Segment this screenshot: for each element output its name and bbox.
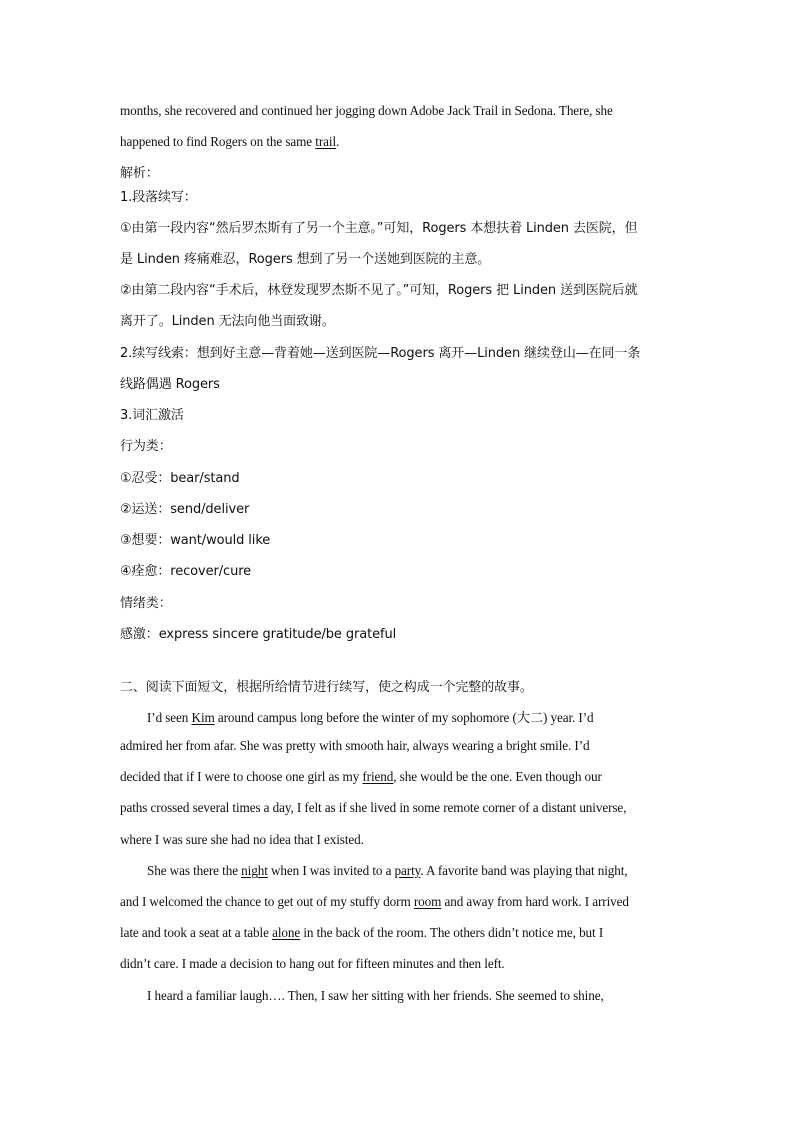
underlined-word: trail [315, 134, 337, 149]
vocab-5: 感激：express sincere gratitude/be grateful [120, 627, 397, 642]
category-action: 行为类： [120, 439, 172, 454]
story-text: late and took a seat at a table [120, 925, 273, 940]
story-p1-line-5: where I was sure she had no idea that I existed. [120, 832, 364, 847]
story-p1-line-3 [120, 769, 602, 785]
story-text: around campus long before the winter of my sophomore (大二) year. I’d [214, 710, 594, 725]
story-p2-line-1 [147, 863, 628, 879]
point-2-line-2: 离开了。Linden 无法向他当面致谢。 [120, 314, 335, 329]
story-p1-line-4: paths crossed several times a day, I felt as if she lived in some remote corner of a distant universe, [120, 800, 627, 815]
story-text: and away from hard work. I arrived [441, 894, 629, 909]
clue-line-2: 线路偶遇 Rogers [120, 377, 220, 392]
point-2-line-1: ②由第二段内容“手术后，林登发现罗杰斯不见了。”可知，Rogers 把 Linden 送到医院后就 [120, 283, 638, 298]
underlined-word: party [394, 863, 421, 878]
point-1-line-2: 是 Linden 疼痛难忍，Rogers 想到了另一个送她到医院的主意。 [120, 252, 491, 267]
story-text: decided that if I were to choose one girl as my [120, 769, 363, 784]
story-text: when I was invited to a [267, 863, 395, 878]
underlined-word: room [413, 894, 442, 909]
story-p2-line-4: didn’t care. I made a decision to hang out for fifteen minutes and then left. [120, 956, 505, 971]
intro-text: . [336, 134, 340, 149]
story-text: . A favorite band was playing that night, [420, 863, 628, 878]
story-text: She was there the [147, 863, 242, 878]
story-text: in the back of the room. The others didn’t notice me, but I [300, 925, 604, 940]
story-p3-line-1: I heard a familiar laugh…. Then, I saw her sitting with her friends. She seemed to shine, [147, 988, 604, 1003]
vocab-1: ①忍受：bear/stand [120, 471, 240, 486]
story-text: I’d seen [147, 710, 192, 725]
section-title-3: 3.词汇激活 [120, 408, 184, 423]
intro-text: happened to find Rogers on the same [120, 134, 316, 149]
story-text: and I welcomed the chance to get out of my stuffy dorm [120, 894, 414, 909]
point-1-line-1: ①由第一段内容“然后罗杰斯有了另一个主意。”可知，Rogers 本想扶着 Linden 去医院，但 [120, 221, 638, 236]
section-2-title: 二、阅读下面短文，根据所给情节进行续写，使之构成一个完整的故事。 [120, 680, 533, 695]
clue-line-1: 2.续写线索：想到好主意—背着她—送到医院—Rogers 离开—Linden 继续登山—在同一条 [120, 346, 641, 361]
vocab-3: ③想要：want/would like [120, 533, 271, 548]
vocab-4: ④痊愈：recover/cure [120, 564, 252, 579]
underlined-word: alone [272, 925, 301, 940]
story-p1-line-1 [147, 707, 594, 726]
category-emotion: 情绪类： [120, 596, 172, 611]
analysis-heading: 解析： [120, 166, 159, 181]
underlined-word: Kim [191, 710, 215, 725]
vocab-2: ②运送：send/deliver [120, 502, 250, 517]
intro-line-2 [120, 134, 339, 150]
section-title-1: 1.段落续写： [120, 190, 197, 205]
underlined-word: night [241, 863, 268, 878]
story-p2-line-2 [120, 894, 629, 910]
story-p2-line-3 [120, 925, 603, 941]
intro-line-1: months, she recovered and continued her jogging down Adobe Jack Trail in Sedona. There, she [120, 103, 613, 118]
underlined-word: friend [362, 769, 394, 784]
story-p1-line-2: admired her from afar. She was pretty with smooth hair, always wearing a bright smile. I’d [120, 738, 590, 753]
story-text: , she would be the one. Even though our [393, 769, 602, 784]
